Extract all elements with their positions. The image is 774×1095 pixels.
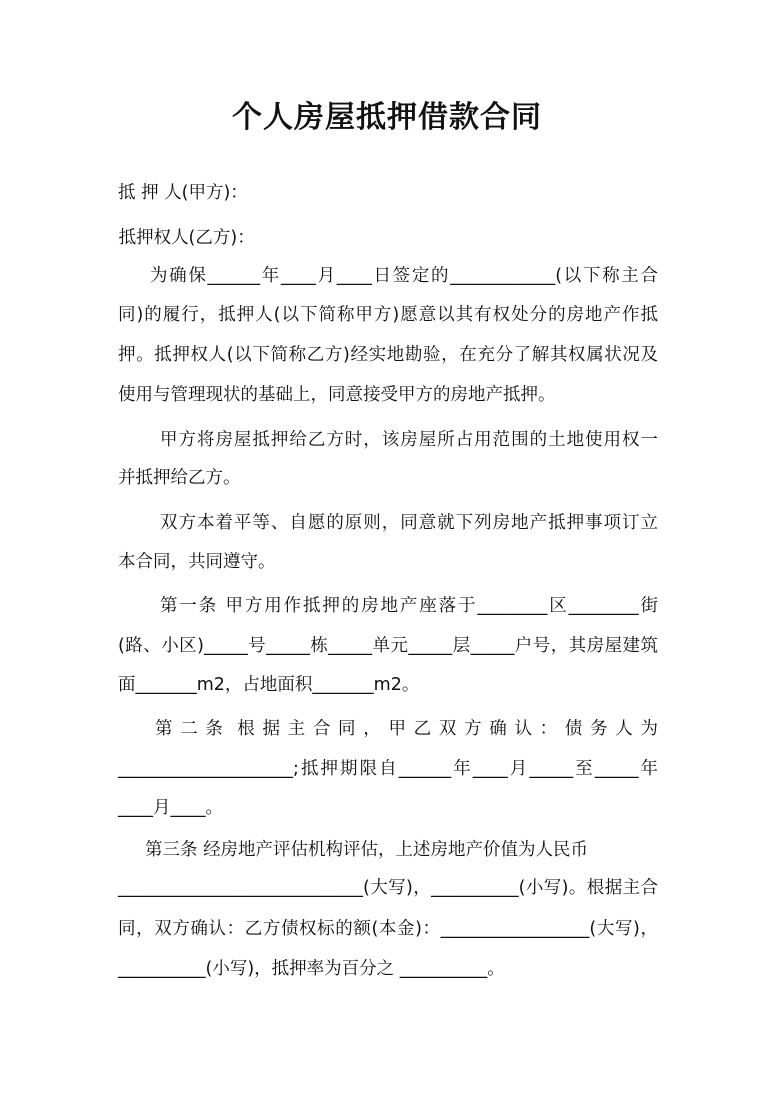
paragraph-line: 为确保______年____月____日签定的____________(以下称主合 — [150, 266, 658, 286]
paragraph-line: 并抵押给乙方。 — [118, 468, 241, 488]
paragraph-line: 同)的履行，抵押人(以下简称甲方)愿意以其有权处分的房地产作抵 — [118, 305, 658, 325]
article-2-line: 第 二 条 根 据 主 合 同 ， 甲 乙 双 方 确 认 ： 债 务 人 为 — [155, 719, 658, 739]
document-title: 个人房屋抵押借款合同 — [232, 100, 542, 135]
article-2-line: ____________________;抵押期限自______年____月_____至_____年 — [118, 759, 658, 779]
article-3-line: 同，双方确认：乙方债权标的额(本金)：_________________(大写)， — [118, 919, 658, 939]
article-3-line: ____________________________(大写)，__________(小写)。根据主合 — [118, 878, 658, 898]
article-3-line: __________(小写)，抵押率为百分之 __________。 — [118, 959, 505, 979]
article-3-line: 第三条 经房地产评估机构评估，上述房地产价值为人民币 — [145, 840, 589, 860]
mortgagee-line: 抵押权人(乙方)： — [113, 228, 255, 248]
paragraph-line: 双方本着平等、自愿的原则，同意就下列房地产抵押事项订立 — [160, 513, 658, 533]
paragraph-line: 押。抵押权人(以下简称乙方)经实地勘验，在充分了解其权属状况及 — [118, 345, 658, 365]
mortgagor-line: 抵 押 人(甲方)： — [118, 183, 248, 203]
article-1-line: 第一条 甲方用作抵押的房地产座落于________区________街 — [160, 596, 658, 616]
paragraph-line: 本合同，共同遵守。 — [118, 552, 276, 572]
article-1-line: (路、小区)_____号_____栋_____单元_____层_____户号，其房屋建筑 — [118, 636, 658, 656]
article-1-line: 面_______m2，占地面积_______m2。 — [118, 675, 420, 695]
paragraph-line: 使用与管理现状的基础上，同意接受甲方的房地产抵押。 — [118, 385, 556, 405]
paragraph-line: 甲方将房屋抵押给乙方时，该房屋所占用范围的土地使用权一 — [160, 430, 658, 450]
article-2-line: ____月____。 — [118, 798, 223, 818]
